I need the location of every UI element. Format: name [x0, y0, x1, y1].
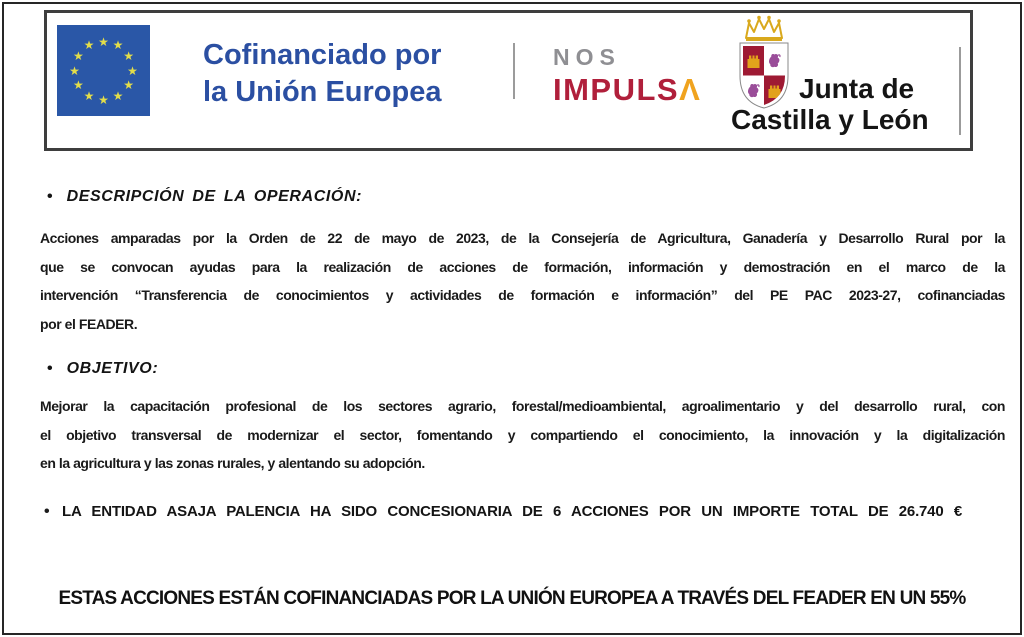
paragraph-line: que se convocan ayudas para la realización de acciones de formación, información y demostración en el marco de la: [40, 258, 1005, 275]
paragraph-line: el objetivo transversal de modernizar el sector, fomentando y compartiendo el conocimiento, la innovación y la digitalización: [40, 426, 1005, 443]
eu-star-icon: ★: [72, 78, 84, 92]
eu-star-icon: ★: [83, 88, 95, 103]
eu-cofunding-line2: la Unión Europea: [203, 76, 442, 108]
eu-star-icon: ★: [83, 38, 95, 53]
bullet-dot: •: [47, 360, 53, 377]
paragraph-objetivo: [40, 392, 1005, 478]
nos-impulsa-logo: [553, 44, 701, 108]
paragraph-line: intervención “Transferencia de conocimientos y actividades de formación e información” del PE PAC 2023-27, cofinanciadas: [40, 287, 1005, 303]
funding-logos-box: [44, 10, 973, 151]
cofunding-footer-statement: ESTAS ACCIONES ESTÁN COFINANCIADAS POR LA UNIÓN EUROPEA A TRAVÉS DEL FEADER EN UN 55%: [58, 588, 966, 609]
eu-cofunding-label: [203, 37, 441, 111]
paragraph-line: Mejorar la capacitación profesional de los sectores agrario, forestal/medioambiental, agroalimentario y del desarrollo rural, con: [40, 398, 1005, 414]
nos-impulsa-line1: NOS: [553, 44, 621, 70]
jcyl-label-line2: Castilla y León: [731, 104, 929, 135]
eu-star-icon: ★: [127, 63, 138, 78]
impulsa-word-main: IMPULS: [553, 72, 680, 107]
eu-star-icon: ★: [112, 38, 124, 53]
bullet-dot: •: [44, 503, 50, 520]
eu-star-icon: ★: [112, 88, 124, 103]
jcyl-label-line1: Junta de: [799, 73, 915, 104]
paragraph-line: Acciones amparadas por la Orden de 22 de mayo de 2023, de la Consejería de Agricultura, Ganadería y Desarrollo Rural por la: [40, 230, 1005, 246]
eu-star-icon: ★: [123, 78, 134, 92]
bullet-dot: •: [47, 188, 53, 205]
eu-star-icon: ★: [98, 34, 109, 49]
logo-divider-left: [513, 43, 515, 99]
bullet-objetivo-label: OBJETIVO:: [66, 360, 159, 377]
bullet-descripcion: [47, 188, 362, 206]
eu-flag-icon: [57, 25, 150, 116]
nos-impulsa-line2: [553, 72, 701, 108]
eu-star-icon: ★: [72, 49, 84, 63]
eu-cofunding-line1: Cofinanciado por: [203, 39, 442, 71]
eu-star-icon: ★: [69, 63, 80, 78]
bullet-descripcion-label: DESCRIPCIÓN DE LA OPERACIÓN:: [66, 188, 363, 205]
impulsa-word-accent: Λ: [679, 72, 702, 107]
paragraph-line: por el FEADER.: [40, 315, 138, 332]
paragraph-descripcion: [40, 224, 1005, 338]
bullet-objetivo: [47, 360, 158, 378]
paragraph-line: en la agricultura y las zonas rurales, y alentando su adopción.: [40, 455, 425, 471]
eu-star-icon: ★: [123, 49, 134, 63]
logo-divider-right: [959, 47, 961, 135]
concession-statement: LA ENTIDAD ASAJA PALENCIA HA SIDO CONCESIONARIA DE 6 ACCIONES POR UN IMPORTE TOTAL DE 26.740 €: [62, 503, 962, 520]
eu-star-icon: ★: [98, 92, 109, 107]
jcyl-coat-of-arms-icon: [733, 14, 795, 110]
